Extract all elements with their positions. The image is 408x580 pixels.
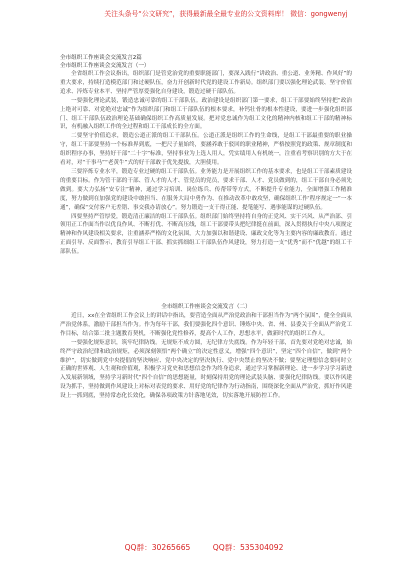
document-body [60,54,352,401]
footer-qq-group-2: QQ群：535304092 [212,543,284,552]
promo-banner: 关注头条号“公文研究”，获得最新最全最专业的公文资料库！ 微信：gongwenyj [104,10,348,18]
section1-paragraph: 四要坚持严管厚爱，锻造清正廉洁的组工干部队伍。组织部门始终坚持将自身的正党风、实干兴风、从严治部、引领用正工作面当作以优良作风、不断打优、不断高压线，组工干部要带头把纪律挺在前面，深入贯彻执行中央八项规定精神和作风建设相关要求，注重涵养严格的文化氛围，大力加强以和谐建设、廉政文化等为主要内容的廉政教育。通过正面引导、反面警示，教育引导组工干部、抓实抓细组工干部队伍作风建设，努力打造一支“优秀”而不“优越”的组工干部队伍。 [60,213,352,256]
section1-paragraph: 二要坚守价值追求，锻造公道正派的组工干部队伍。公道正派是组织工作的生命线，是组工干部最重要的职业操守，组工干部要坚持一个标准界到底，一把尺子量始终，要涵养敢于驳回的职业精神，严格按照党的政策、规章制度和组织程序办事，坚持好干部“二十字”标准，坚持事业为上选人用人，凭实绩用人有机统一，注重看考察识别的方大于在看对，对“干事马”“老黄牛”式的好干部敢于优先提拔，大胆使用。 [60,133,352,167]
section2-paragraph: 一要强化规矩意识，筑牢纪律防线。无规矩不成方圆，无纪律方失底线。作为年轻干部，首先要对党绝对忠诚，始终严守政治纪律和政治规矩，必须深刻领悟“两个确立”的决定性意义，增强“四个意识”，坚定“四个自信”，做到“两个维护”，切实做到党中央提倡的坚决响应、党中央决定的坚决执行、党中央禁止的坚决不做；要坚定理想信念要同时立正确的世界观、人生观和价值观，积极学习党史和思想信念作为终身追求，通过学习掌握新理论、进一步学习学习新进入发展新领域，坚持学习新时代“四个自信”的思想能量，时刻保持用党的理论武装头脑、要强化纪律防线。要以作风建设为抓手，坚持做到作风建设上对标对表党的要求、用好党的纪律作为行动指南，围绕深化全面从严治党，抓好作风建设上一抓到底，坚持常态化长效化，确保各项政策方针落地见效，切实落地开展防控工作。 [60,339,352,400]
footer-qq-group-1: QQ群：30265665 [124,543,191,552]
section-spacer [60,257,352,303]
document-title: 全市组织工作座谈会交流发言2篇 [60,55,142,61]
section1-paragraph: 一要强化理论武装，锻造忠诚可靠的组工干部队伍。政治建设是组织部门第一要求，组工干部要始终坚持把“政治上绝对可靠、对党绝对忠诚”作为组织部门和组工干部队伍的根本要求，补钙壮骨的根本性建设，要进一步强化组织部门、组工干部队伍政治理论基础确保组织工作高质量发展。把对党忠诚作为组工文化的精神内核和组工干部的精神标识，有机融入组织工作的全过程和组工干部成长的全方面。 [60,97,352,131]
section1-subtitle: 全市组织工作座谈会交流发言（一） [60,63,150,69]
section1-paragraph: 全省组织工作会议指出，组织部门是管党治党的重要职能部门，要深入践行“讲政治、重公道、业务精、作风好”的重大要求，持续打造模范部门和过硬队伍，奋力开创新时代党的建设工作新局。组织部门要以强化理论武装、坚守价值追求、淬炼专业本平、坚持严管厚爱强化自身建设，锻造过硬干部队伍。 [60,71,352,95]
section2-subtitle: 全市组织工作座谈会交流发言（二） [161,304,251,311]
section2-paragraph: 近日，xx在全省组织工作会议上的讲话中指出，要营造全面从严治党政治和干部担当作为“两个氛围”，健全全面从严治党体系，激励干部担当作为。作为每年干部，我们要强化四个意识、锤炼中央、省、州、县委关于全面从严治党工作目标，结合第二批主题教育契机，不断强化党性修养，提高个人工作，思想水平，做新时代的组织工作人。 [60,313,352,337]
footer-contact [0,543,408,553]
section1-paragraph: 三要淬炼专业水平，锻造专业过硬的组工干部队伍。业务能力是开展组织工作的基本要求，也是组工干部素质建设的重要目标。作为管干部的干部、管人才的人才、管党员的党员，要求干部、人才、党员做到的，组工干部自身必须先做到。要大力弘扬“安专注”精神，通过学习培训、岗位练兵、传帮带等方式，不断提升专业能力，全面增强工作精准度，努力做到在加强党的建设中敢担当、在服务大局中勇作为、在推动改革中敢攻坚，确保组织工作‘程序规定一“一本通”，确保“交付客户无差错、事交我办请放心”。努力锻造一支干得正能、提笔能写、遇事能谋的过硬队伍。 [60,168,352,211]
